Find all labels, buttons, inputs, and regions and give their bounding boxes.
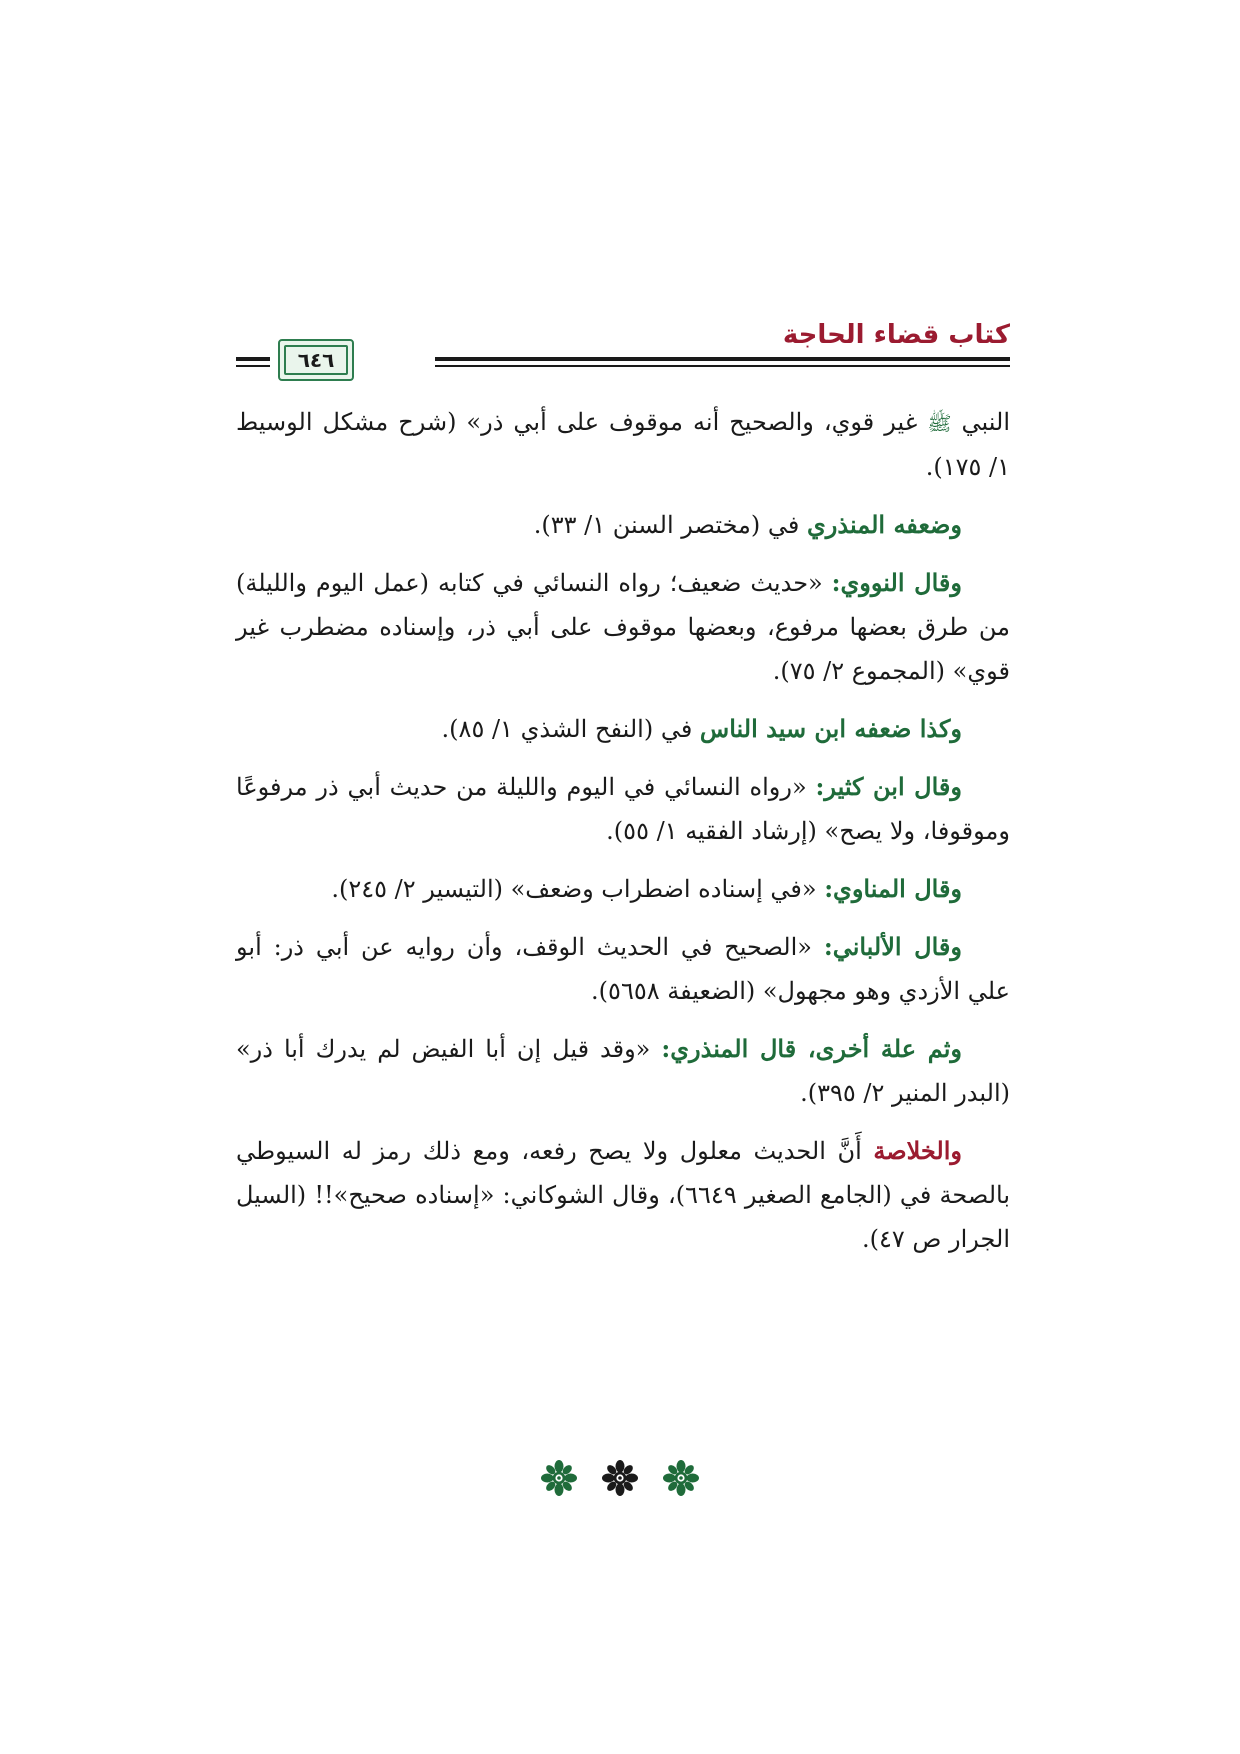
paragraph-nawawi (236, 561, 1010, 693)
header-rule-thin (435, 365, 1010, 367)
star-flower-ornament-icon (602, 1460, 638, 1496)
header-rule-thick (435, 357, 1010, 361)
paragraph-text: في (النفح الشذي ١/ ٨٥). (441, 715, 700, 743)
page-header (236, 315, 1010, 385)
paragraph-ibn-sayyid-al-nas (236, 707, 1010, 751)
paragraph-text: «حديث ضعيف؛ رواه النسائي في كتابه (عمل اليوم والليلة) من طرق بعضها مرفوع، وبعضها موقوف على أبي ذر، وإسناده مضطرب غير قوي» (المجموع ٢/ ٧٥). (236, 569, 1010, 685)
book-title: كتاب قضاء الحاجة (782, 320, 1010, 350)
scholar-name: وثم علة أخرى، قال المنذري: (661, 1034, 962, 1063)
paragraph-mundhiri (236, 503, 1010, 547)
page-number: ٦٤٦ (297, 348, 335, 372)
main-text (236, 400, 1010, 1275)
paragraph-munawi (236, 867, 1010, 911)
paragraph-continuation (236, 400, 1010, 489)
paragraph-another-defect (236, 1027, 1010, 1115)
paragraph-text: «في إسناده اضطراب وضعف» (التيسير ٢/ ٢٤٥). (331, 875, 825, 903)
paragraph-text: أَنَّ الحديث معلول ولا يصح رفعه، ومع ذلك رمز له السيوطي بالصحة في (الجامع الصغير ٦٦٤٩)، وقال الشوكاني: «إسناده صحيح»!! (السيل الجرار ص ٤٧). (236, 1137, 1010, 1253)
paragraph-text: في (مختصر السنن ١/ ٣٣). (533, 511, 808, 539)
page-number-badge (278, 339, 354, 381)
scholar-name: وضعفه المنذري (807, 510, 962, 539)
star-flower-ornament-icon (541, 1460, 577, 1496)
paragraph-text: «رواه النسائي في اليوم والليلة من حديث أبي ذر مرفوعًا وموقوفا، ولا يصح» (إرشاد الفقيه ١/ ٥٥). (236, 773, 1010, 845)
conclusion-label: والخلاصة (873, 1136, 962, 1165)
scholar-name: وقال ابن كثير: (815, 772, 962, 801)
star-flower-ornament-icon (663, 1460, 699, 1496)
paragraph-conclusion (236, 1129, 1010, 1261)
scholar-name: وقال الألباني: (823, 932, 962, 961)
scholar-name: وقال النووي: (831, 568, 962, 597)
paragraph-text: «الصحيح في الحديث الوقف، وأن روايه عن أبي ذر: أبو علي الأزدي وهو مجهول» (الضعيفة ٥٦٥٨). (236, 933, 1010, 1005)
scholar-name: وقال المناوي: (824, 874, 962, 903)
scholar-name: وكذا ضعفه ابن سيد الناس (699, 714, 962, 743)
paragraph-text: النبي (951, 408, 1010, 436)
header-rule-left-thin (236, 365, 270, 367)
section-end-ornaments (0, 1460, 1240, 1496)
paragraph-albani (236, 925, 1010, 1013)
paragraph-ibn-kathir (236, 765, 1010, 853)
paragraph-text: «وقد قيل إن أبا الفيض لم يدرك أبا ذر» (البدر المنير ٢/ ٣٩٥). (236, 1035, 1010, 1107)
salawat-symbol: ﷺ (927, 411, 952, 435)
header-rule-left-thick (236, 357, 270, 361)
paragraph-text: غير قوي، والصحيح أنه موقوف على أبي ذر» (شرح مشكل الوسيط ١/ ١٧٥). (236, 408, 1010, 481)
